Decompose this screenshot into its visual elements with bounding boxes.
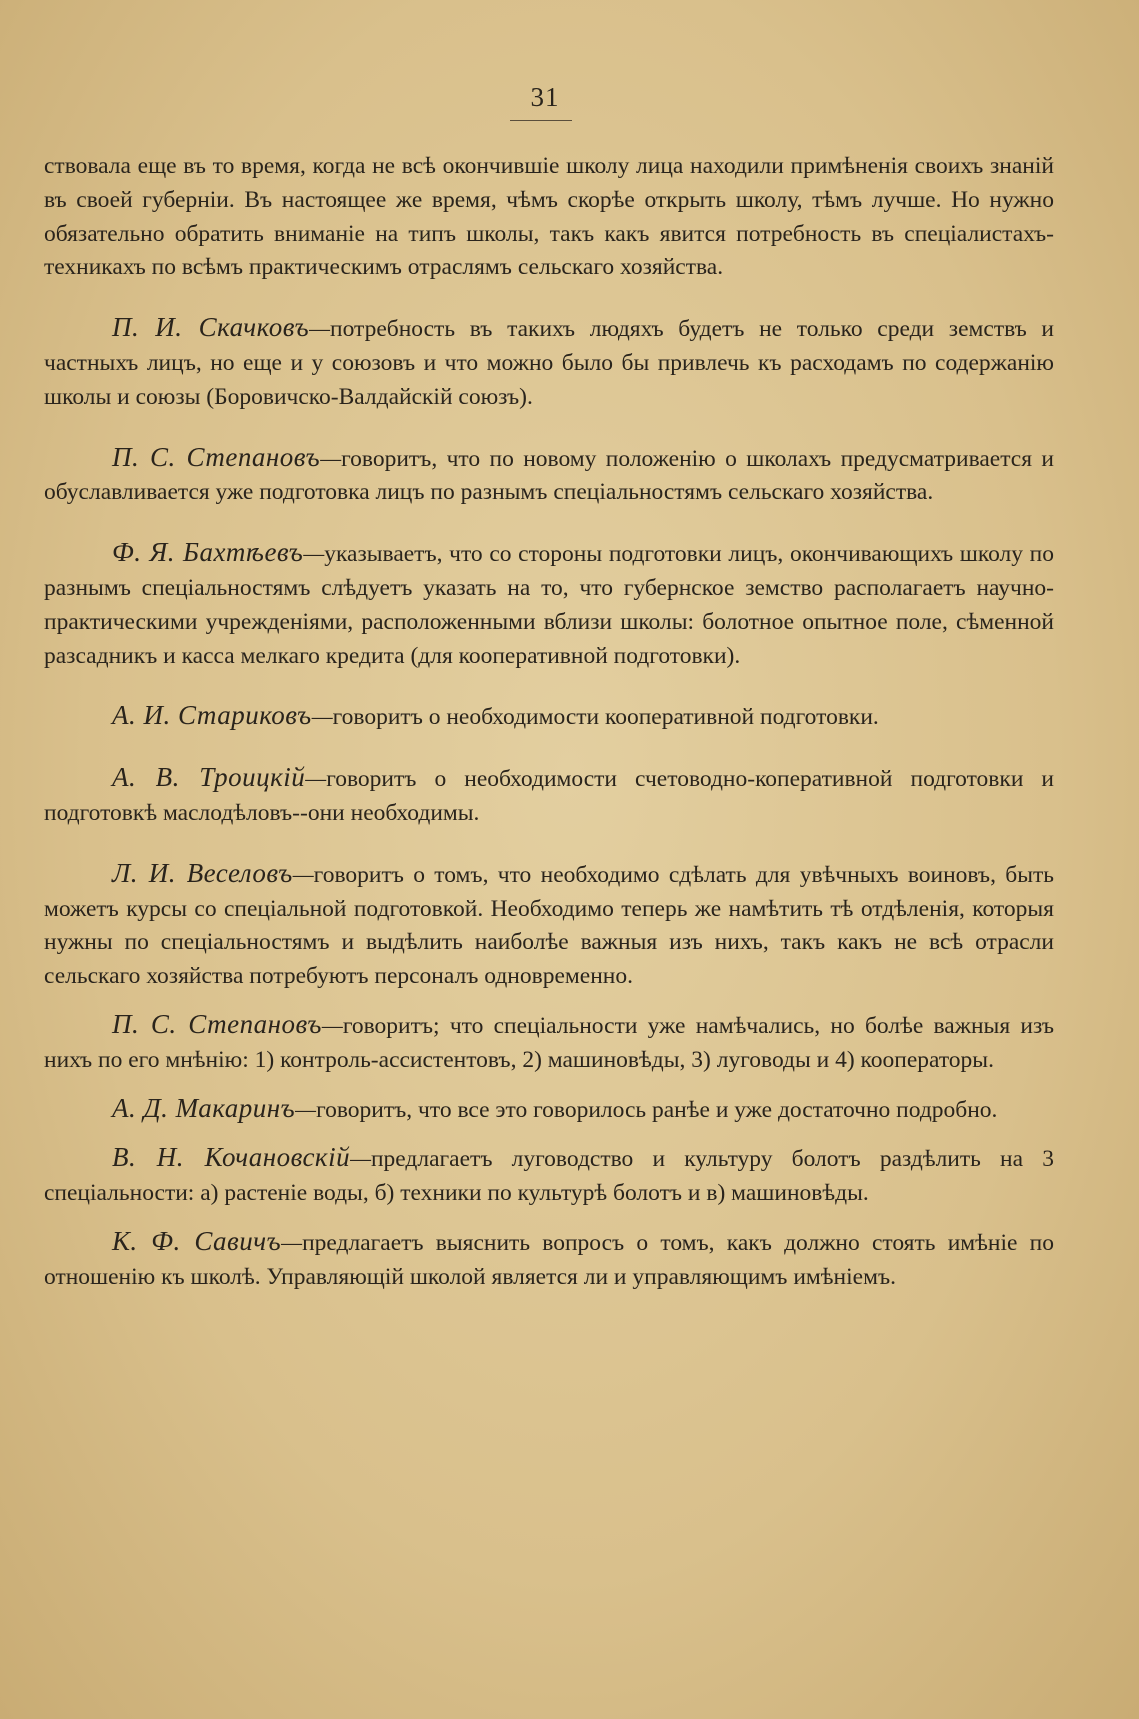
paragraph (44, 761, 1054, 831)
speaker-name: К. Ф. Савичъ (112, 1225, 282, 1256)
paragraph-text: предлагаетъ луговодство и культуру болотъ раздѣлить на 3 спеціальности: а) растеніе воды, б) техники по культурѣ болотъ и в) машиновѣды. (44, 1146, 1054, 1207)
paragraph-text: говоритъ о томъ, что необходимо сдѣлать для увѣчныхъ воиновъ, быть можетъ курсы со спеціальной подготовкой. Необходимо теперь же намѣтить тѣ отдѣленія, которыя нужны по спеціальностямъ и выдѣлить наиболѣе важныя изъ нихъ, такъ какъ не всѣ отрасли сельскаго хозяйства потребуютъ персоналъ одновременно. (44, 861, 1054, 990)
paragraph-text: говоритъ о необходимости счетоводно-коперативной подготовки и подготовкѣ маслодѣловъ--они необходимы. (44, 766, 1054, 826)
speaker-name: В. Н. Кочановскій (112, 1142, 351, 1173)
paragraph-text: говоритъ о необходимости кооперативной подготовки. (332, 704, 879, 731)
paragraph (44, 150, 1054, 285)
paragraph (44, 699, 1054, 735)
speaker-name: А. В. Троицкій (112, 762, 306, 793)
paragraph (44, 857, 1054, 994)
dash-separator: — (303, 541, 325, 568)
speaker-name: П. И. Скачковъ (112, 312, 310, 343)
speaker-name: П. С. Степановъ (112, 441, 321, 472)
dash-separator: — (295, 1096, 317, 1123)
paragraph-text: предлагаетъ выяснить вопросъ о томъ, какъ должно стоять имѣніе по отношенію къ школѣ. Управляющій школой является ли и управляющимъ имѣніемъ. (44, 1229, 1054, 1290)
paragraph-text: ствовала еще въ то время, когда не всѣ окончившіе школу лица находили примѣненія своихъ знаній въ своей губерніи. Въ настоящее же время, чѣмъ скорѣе открыть школу, тѣмъ лучше. Но нужно обязательно обратить вниманіе на типъ школы, такъ какъ явится потребность въ спеціалистахъ-техникахъ по всѣмъ практическимъ отраслямъ сельскаго хозяйства. (44, 153, 1054, 281)
paragraph (44, 1141, 1054, 1211)
paragraph-text: говоритъ, что все это говорилось ранѣе и уже достаточно подробно. (316, 1096, 998, 1123)
speaker-name: А. Д. Макаринъ (112, 1092, 296, 1123)
dash-separator: — (320, 445, 342, 472)
paragraph (44, 1092, 1054, 1128)
dash-separator: — (350, 1146, 371, 1173)
dash-separator: — (321, 1012, 343, 1039)
speaker-name: Л. И. Веселовъ (112, 857, 293, 888)
paragraph-text: говоритъ, что по новому положенію о школахъ предусматривается и обуславливается уже подготовка лицъ по разнымъ спеціальностямъ сельскаго хозяйства. (44, 445, 1054, 506)
paragraph (44, 1225, 1054, 1295)
page-number-rule (510, 120, 572, 121)
speaker-name: А. И. Стариковъ (112, 700, 312, 731)
paragraph-text: потребность въ такихъ людяхъ будетъ не только среди земствъ и частныхъ лицъ, но еще и у союзовъ и что можно было бы привлечь къ расходамъ по содержанію школы и союзы (Боровичско-Валдайскій союзъ). (44, 316, 1055, 410)
paragraph-text: говоритъ; что спеціальности уже намѣчались, но болѣе важныя изъ нихъ по его мнѣнію: 1) контроль-ассистентовъ, 2) машиновѣды, 3) луговоды и 4) кооператоры. (44, 1012, 1054, 1073)
dash-separator: — (311, 704, 333, 731)
dash-separator: — (305, 766, 327, 793)
dash-separator: — (292, 861, 314, 888)
body-text (44, 150, 1054, 1309)
paragraph (44, 441, 1054, 511)
dash-separator: — (281, 1229, 303, 1256)
paragraph (44, 1008, 1054, 1078)
speaker-name: Ф. Я. Бахтѣевъ (112, 537, 304, 568)
paragraph (44, 536, 1054, 673)
paragraph-text: указываетъ, что со стороны подготовки лицъ, окончивающихъ школу по разнымъ спеціальностямъ слѣдуетъ указать на то, что губернское земство располагаетъ научно-практическими учрежденіями, расположенными вблизи школы: болотное опытное поле, сѣменной разсадникъ и касса мелкаго кредита (для кооперативной подготовки). (44, 541, 1054, 669)
speaker-name: П. С. Степановъ (112, 1008, 322, 1039)
dash-separator: — (309, 316, 330, 343)
page-number: 31 (530, 82, 560, 112)
paragraph (44, 311, 1054, 414)
